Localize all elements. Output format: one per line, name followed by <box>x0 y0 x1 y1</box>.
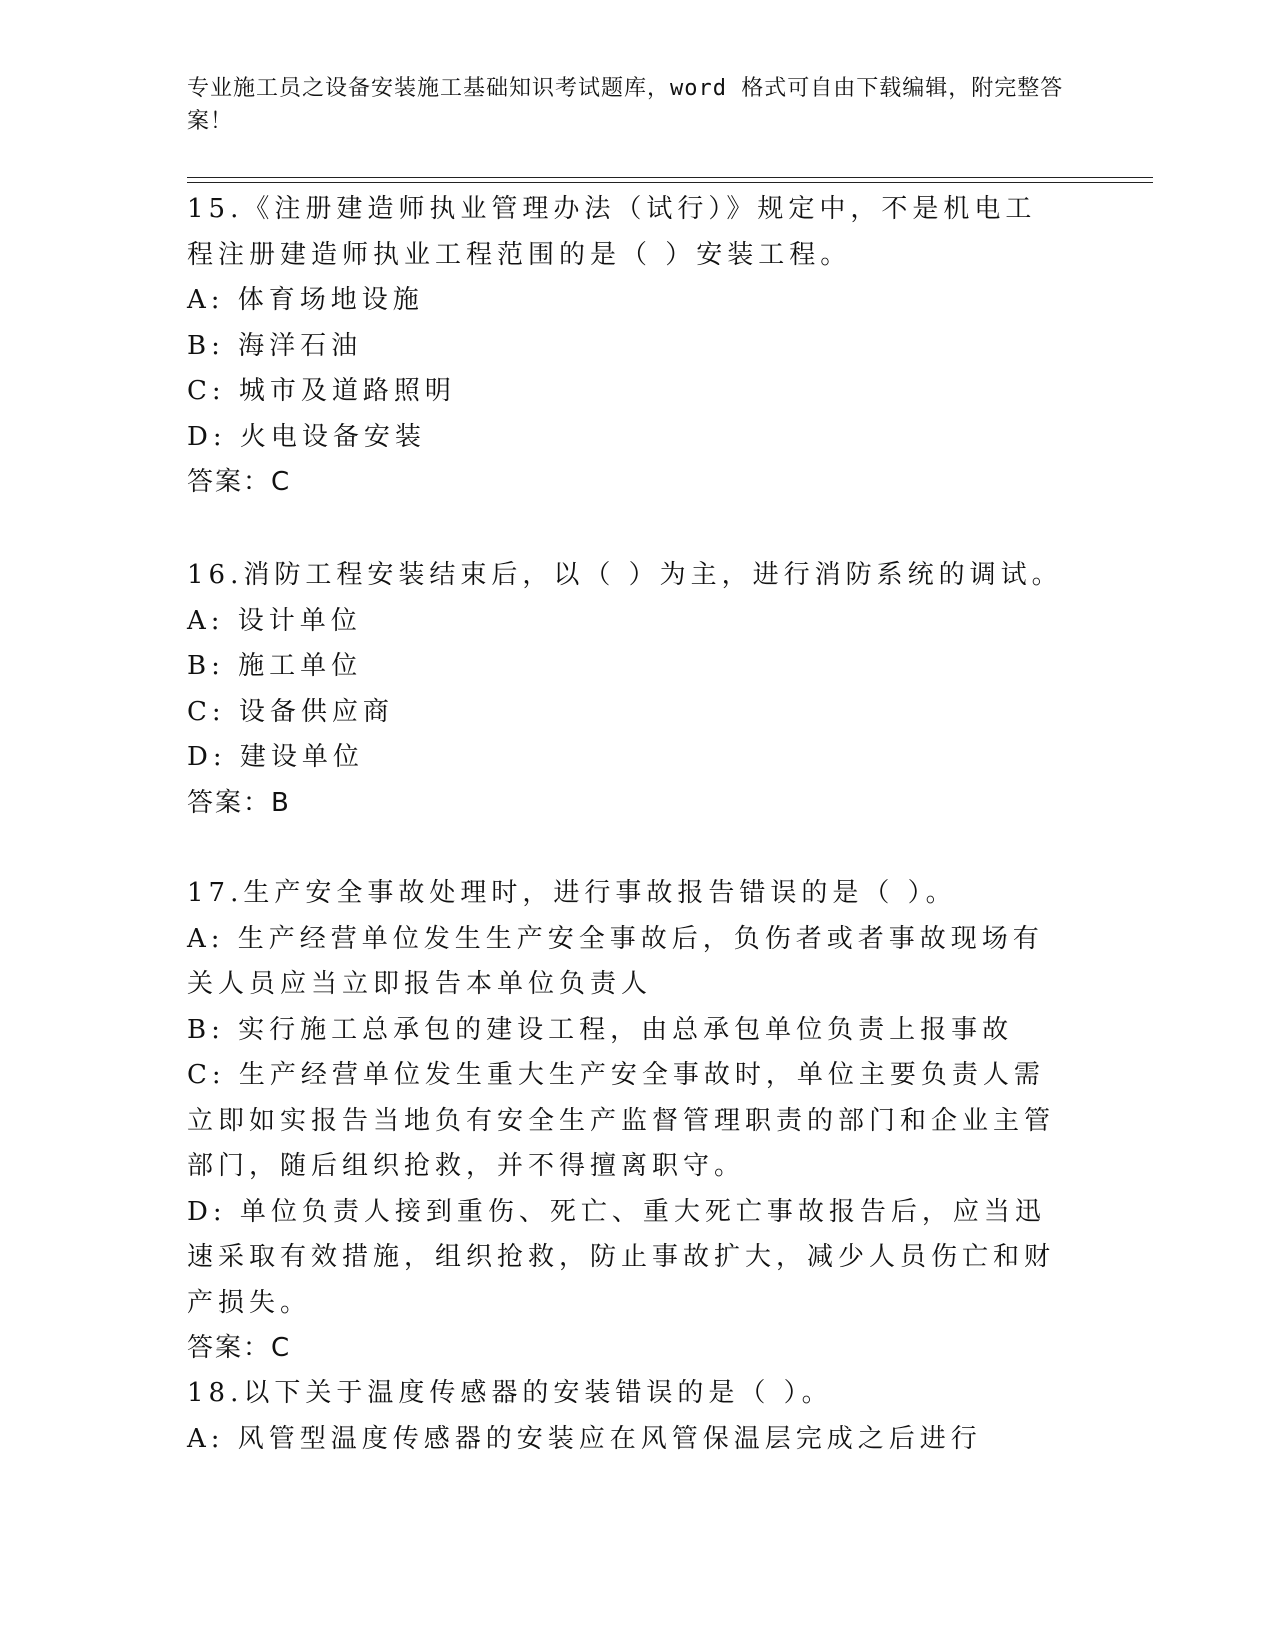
option-d: D: 单位负责人接到重伤、死亡、重大死亡事故报告后，应当迅速采取有效措施，组织抢救，防止事故扩大，减少人员伤亡和财产损失。 <box>187 1196 1056 1318</box>
header-divider-top <box>187 177 1153 178</box>
option-a: A: 体育场地设施 <box>187 285 424 315</box>
question-stem: 16.消防工程安装结束后，以（ ）为主，进行消防系统的调试。 <box>187 560 1063 590</box>
answer: 答案：C <box>187 467 292 497</box>
answer: 答案：C <box>187 1333 292 1363</box>
option-c: C: 城市及道路照明 <box>187 376 456 406</box>
question-16 <box>187 553 1067 826</box>
question-17 <box>187 871 1067 1372</box>
option-a: A: 风管型温度传感器的安装应在风管保温层完成之后进行 <box>187 1423 982 1454</box>
question-stem: 17.生产安全事故处理时，进行事故报告错误的是（ ）。 <box>187 878 957 908</box>
answer: 答案：B <box>187 787 291 818</box>
header-divider-bottom <box>187 182 1153 183</box>
option-a: A: 设计单位 <box>187 605 362 636</box>
question-18 <box>187 1371 1067 1462</box>
question-stem: 15.《注册建造师执业管理办法（试行）》规定中，不是机电工程注册建造师执业工程范围的是（ ）安装工程。 <box>187 194 1037 270</box>
option-b: B: 实行施工总承包的建设工程，由总承包单位负责上报事故 <box>187 1014 1014 1045</box>
option-d: D: 火电设备安装 <box>187 421 426 452</box>
option-a: A: 生产经营单位发生生产安全事故后，负伤者或者事故现场有关人员应当立即报告本单位负责人 <box>187 923 1044 999</box>
option-d: D: 建设单位 <box>187 742 364 772</box>
question-15 <box>187 187 1067 506</box>
option-b: B: 施工单位 <box>187 651 363 681</box>
question-stem: 18.以下关于温度传感器的安装错误的是（ ）。 <box>187 1378 833 1408</box>
document-header: 专业施工员之设备安装施工基础知识考试题库，word 格式可自由下载编辑，附完整答案！ <box>187 76 1064 134</box>
option-c: C: 设备供应商 <box>187 696 394 727</box>
option-c: C: 生产经营单位发生重大生产安全事故时，单位主要负责人需立即如实报告当地负有安全生产监督管理职责的部门和企业主管部门，随后组织抢救，并不得擅离职守。 <box>187 1060 1056 1181</box>
option-b: B: 海洋石油 <box>187 330 363 361</box>
